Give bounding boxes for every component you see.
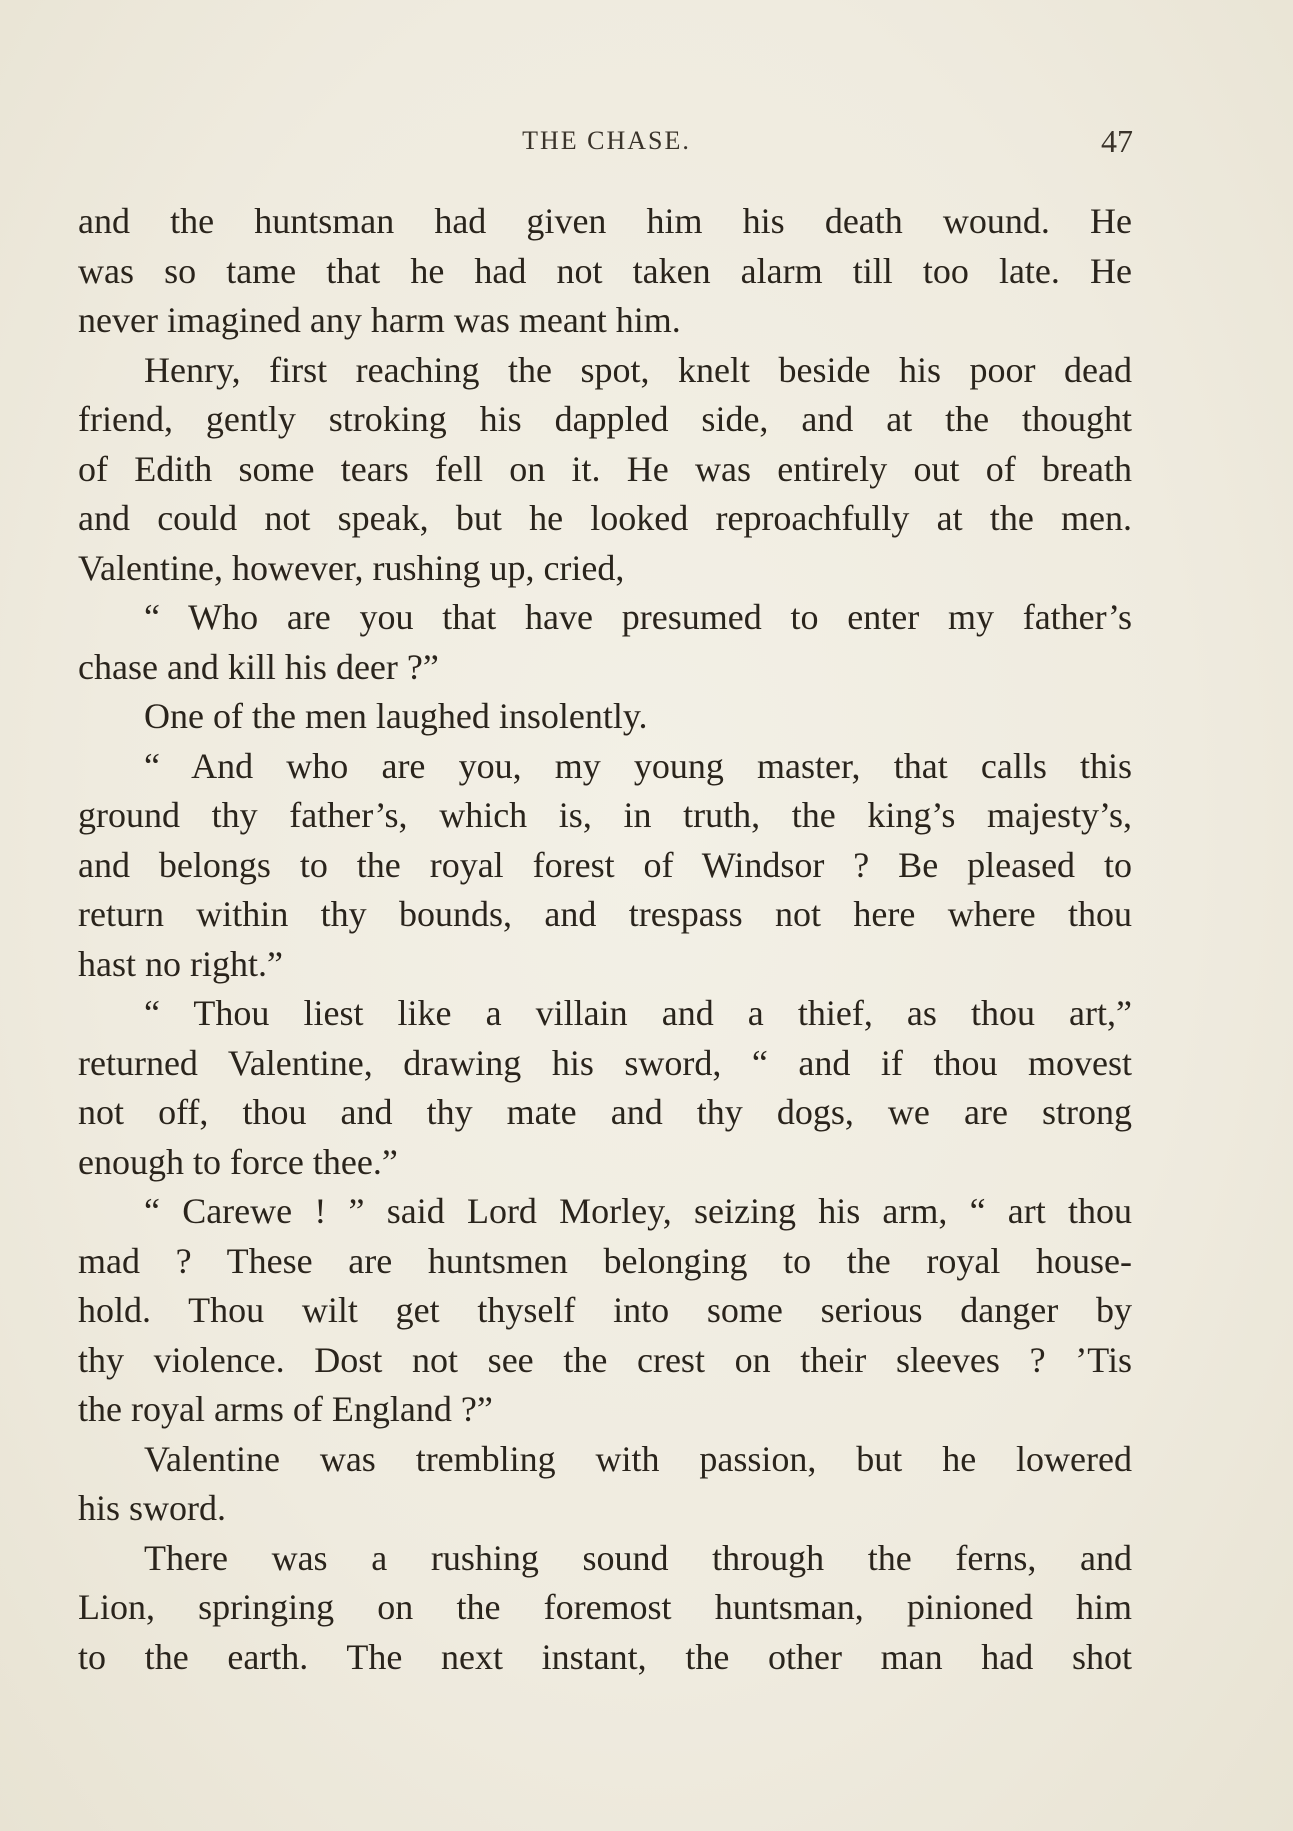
text-line: mad ? These are huntsmen belonging to the royal house- — [78, 1240, 1132, 1281]
text-line: Valentine, however, rushing up, cried, — [78, 547, 625, 588]
text-line: friend, gently stroking his dappled side, and at the thought — [78, 399, 1132, 439]
text-line: hold. Thou wilt get thyself into some serious danger by — [78, 1290, 1132, 1330]
text-line: the royal arms of England ?” — [78, 1389, 493, 1429]
text-line: return within thy bounds, and trespass not here where thou — [78, 894, 1132, 934]
text-line: Henry, first reaching the spot, knelt beside his poor dead — [144, 349, 1132, 390]
text-line: and could not speak, but he looked reproachfully at the men. — [78, 498, 1132, 538]
text-line: “ And who are you, my young master, that calls this — [144, 745, 1132, 786]
text-line: hast no right.” — [78, 943, 283, 984]
text-line: never imagined any harm was meant him. — [78, 300, 681, 340]
text-line: to the earth. The next instant, the other man had shot — [78, 1636, 1132, 1677]
text-line: thy violence. Dost not see the crest on their sleeves ? ’Tis — [78, 1339, 1132, 1380]
text-line: was so tame that he had not taken alarm till too late. He — [78, 250, 1132, 291]
running-head — [80, 123, 1133, 166]
text-line: of Edith some tears fell on it. He was entirely out of breath — [78, 448, 1132, 489]
text-line: There was a rushing sound through the ferns, and — [144, 1537, 1132, 1578]
text-line: “ Thou liest like a villain and a thief, as thou art,” — [144, 993, 1132, 1033]
text-line: Lion, springing on the foremost huntsman, pinioned him — [78, 1587, 1132, 1627]
text-line: chase and kill his deer ?” — [78, 646, 439, 687]
text-line: enough to force thee.” — [78, 1141, 398, 1182]
text-line: Valentine was trembling with passion, but he lowered — [144, 1438, 1132, 1479]
text-line: “ Who are you that have presumed to enter my father’s — [144, 597, 1132, 637]
text-line: returned Valentine, drawing his sword, “ and if thou movest — [78, 1042, 1132, 1083]
text-line: One of the men laughed insolently. — [144, 696, 648, 736]
text-line: and belongs to the royal forest of Windsor ? Be pleased to — [78, 844, 1132, 885]
text-line: ground thy father’s, which is, in truth, the king’s majesty’s, — [78, 795, 1132, 835]
text-line: his sword. — [78, 1488, 227, 1528]
text-line: not off, thou and thy mate and thy dogs, we are strong — [78, 1092, 1132, 1132]
body-text — [78, 197, 1132, 1682]
text-line: “ Carewe ! ” said Lord Morley, seizing his arm, “ art thou — [144, 1191, 1132, 1231]
page-number: 47 — [1101, 123, 1133, 159]
chapter-title: THE CHASE. — [522, 126, 691, 155]
text-line: and the huntsman had given him his death wound. He — [78, 201, 1132, 241]
